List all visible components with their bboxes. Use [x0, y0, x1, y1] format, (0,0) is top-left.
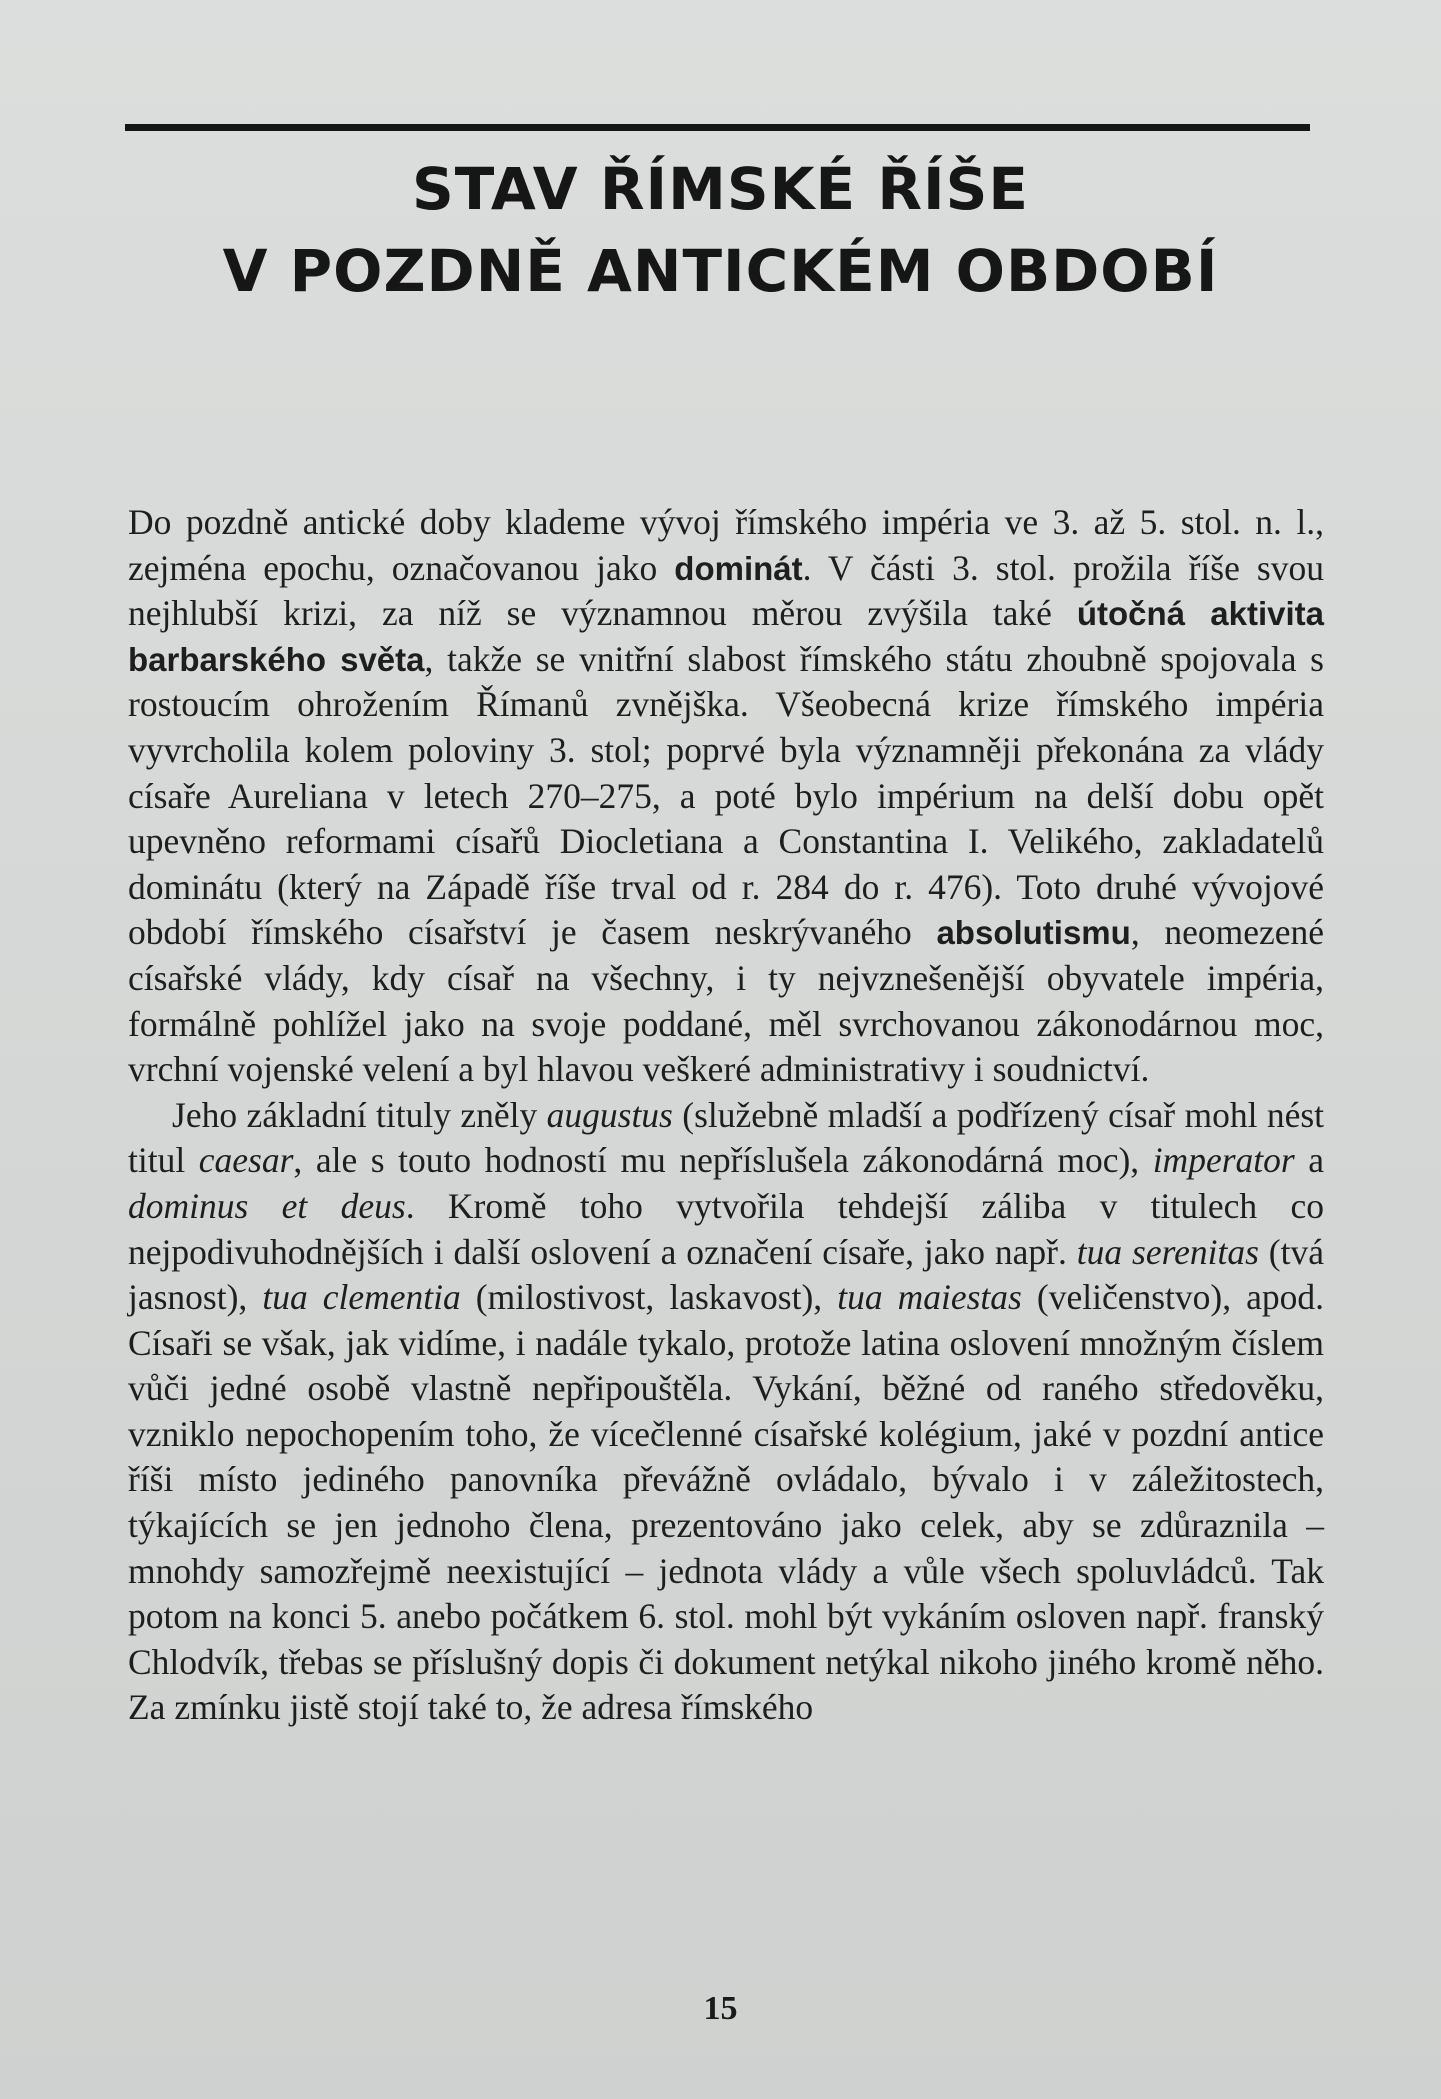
- text-run: , neomezené císařské vlády, kdy císař na všechny, i ty nejvznešenější obyvatele impéria, formálně pohlížel jako na svoje poddané, měl svrchovanou zákonodárnou moc, vrchní vojenské velení a byl hlavou veškeré administrativy i soudnictví.: [128, 912, 1324, 1090]
- italic-term-augustus: augustus: [546, 1094, 673, 1135]
- chapter-title: [0, 148, 1441, 312]
- italic-term-tua-maiestas: tua maiestas: [837, 1277, 1022, 1318]
- italic-term-tua-serenitas: tua serenitas: [1076, 1231, 1259, 1272]
- text-run: Jeho základní tituly zněly: [172, 1094, 547, 1135]
- paragraph-2: [128, 1093, 1324, 1731]
- bold-term-dominat: dominát: [674, 549, 803, 587]
- bold-term-absolutism: absolutismu: [936, 914, 1131, 952]
- text-run: (veličenstvo), apod. Císaři se však, jak vidíme, i nadále tykalo, protože latina oslovení množným číslem vůči jedné osobě vlastně nepřipouštěla. Vykání, běžné od raného středověku, vzniklo nepochopením toho, že vícečlenné císařské kolégium, jaké v pozdní antice říši místo jediného panovníka převážně ovládalo, bývalo i v záležitostech, týkajících se jen jednoho člena, prezentováno jako celek, aby se zdůraznila – mnohdy samozřejmě neexistující – jednota vlády a vůle všech spoluvládců. Tak potom na konci 5. anebo počátkem 6. stol. mohl být vykáním osloven např. franský Chlodvík, třebas se příslušný dopis či dokument netýkal nikoho jiného kromě něho. Za zmínku jistě stojí také to, že adresa římského: [128, 1277, 1325, 1728]
- italic-term-dominus-et-deus: dominus et deus: [128, 1185, 406, 1226]
- italic-term-caesar: caesar: [198, 1140, 294, 1181]
- text-run: (milostivost, laskavost),: [460, 1277, 838, 1318]
- page-number: 15: [703, 1990, 738, 2027]
- paragraph-1: [128, 500, 1324, 1093]
- text-run: Do pozdně antické doby klademe vývoj římského impéria ve 3. až 5. stol. n. l., zejména epochu, označovanou jako: [128, 502, 1324, 588]
- italic-term-imperator: imperator: [1152, 1140, 1295, 1181]
- body-text: [128, 500, 1324, 1731]
- chapter-title-line-2: V POZDNĚ ANTICKÉM OBDOBÍ: [222, 237, 1219, 305]
- text-run: (služebně mladší a podřízený císař mohl nést titul: [128, 1094, 1324, 1181]
- text-run: . V části 3. stol. prožila říše svou nejhlubší krizi, za níž se významnou měrou zvýšila také: [128, 547, 1324, 634]
- text-run: . Kromě toho vytvořila tehdejší záliba v titulech co nejpodivuhodnějších i další oslovení a označení císaře, jako např.: [128, 1185, 1324, 1272]
- bold-term-barbarian-activity: útočná aktivita barbarského světa: [128, 595, 1324, 678]
- chapter-title-line-1: STAV ŘÍMSKÉ ŘÍŠE: [412, 155, 1029, 223]
- italic-term-tua-clementia: tua clementia: [262, 1277, 461, 1318]
- text-run: , ale s touto hodností mu nepříslušela zákonodárná moc),: [293, 1140, 1153, 1181]
- top-rule: [125, 124, 1310, 131]
- text-run: , takže se vnitřní slabost římského státu zhoubně spojovala s rostoucím ohrožením Římanů zvnějška. Všeobecná krize římského impéria vyvrcholila kolem poloviny 3. stol; poprvé byla významněji překonána za vlády císaře Aureliana v letech 270–275, a poté bylo impérium na delší dobu opět upevněno reformami císařů Diocletiana a Constantina I. Velikého, zakladatelů dominátu (který na Západě říše trval od r. 284 do r. 476). Toto druhé vývojové období římského císařství je časem neskrývaného: [128, 638, 1325, 953]
- text-run: (tvá jasnost),: [128, 1231, 1324, 1318]
- text-run: a: [1294, 1140, 1324, 1181]
